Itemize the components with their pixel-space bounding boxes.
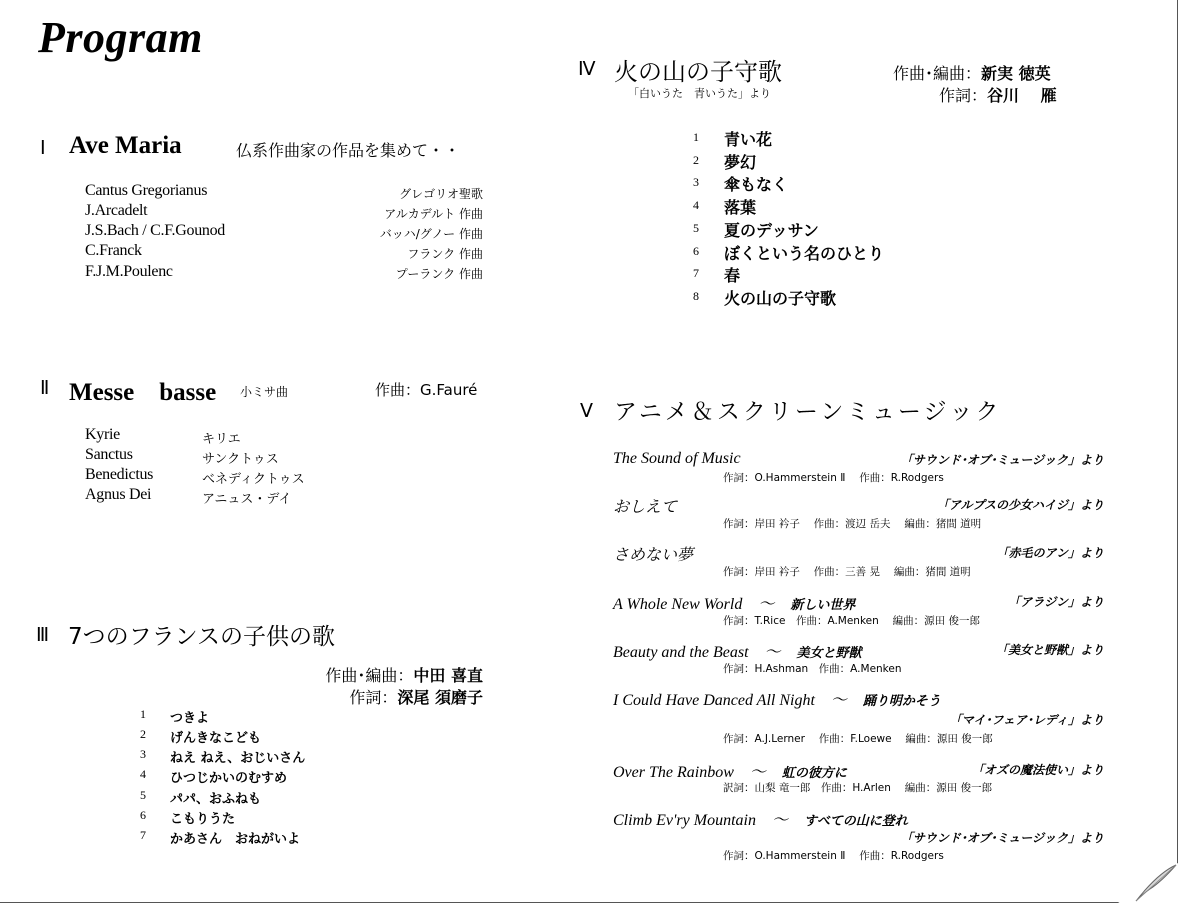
section5-song-title: The Sound of Music [613, 450, 741, 467]
section5-song-source: 「サウンド･オブ･ミュージック」より [900, 831, 1104, 845]
section3-credit-composer [325, 663, 483, 686]
section1-subtitle: 仏系作曲家の作品を集めて・・ [236, 141, 461, 160]
song-title-jp: すべての山に登れ [803, 814, 908, 829]
section2-item: Benedictus [85, 466, 154, 483]
section3-song: パパ、おふねも [170, 792, 262, 807]
section5-song-title: A Whole New World ～ 新しい世界 [613, 596, 856, 613]
section4-num: 2 [693, 153, 699, 167]
section1-composer: アルカデルト 作曲 [384, 207, 483, 221]
section4-number: Ⅳ [578, 59, 596, 80]
page-curl-icon [1118, 863, 1178, 903]
section5-song-credits: 作詞：O.Hammerstein Ⅱ 作曲：R.Rodgers [723, 472, 944, 484]
section3-number: Ⅲ [36, 625, 50, 646]
section5-song-source: 「アラジン」より [1008, 595, 1104, 609]
section3-num: 6 [140, 808, 146, 822]
section4-credit-composer [893, 61, 1051, 84]
section3-song: つきよ [170, 711, 210, 726]
section4-subtitle: 「白いうた 青いうた」より [628, 87, 771, 100]
section1-item: Cantus Gregorianus [85, 182, 208, 199]
section5-song-title: Climb Ev'ry Mountain ～ すべての山に登れ [613, 812, 908, 829]
section2-item: Agnus Dei [85, 486, 152, 503]
section1-composer: バッハ/グノー 作曲 [379, 227, 483, 241]
section5-song-source: 「アルプスの少女ハイジ」より [936, 498, 1104, 512]
section2-item-jp: アニュス・デイ [202, 492, 292, 507]
section1-item: F.J.M.Poulenc [85, 263, 173, 280]
section3-num: 1 [140, 707, 146, 721]
credit-name: 新実 徳英 [981, 64, 1051, 83]
section1-item: J.Arcadelt [85, 202, 148, 219]
section4-song: ぼくという名のひとり [724, 244, 885, 263]
section5-song-credits: 作詞：T.Rice 作曲：A.Menken 編曲：源田 俊一郎 [723, 615, 980, 627]
credit-label: 作曲･編曲： [325, 666, 414, 685]
section2-item-jp: キリエ [202, 432, 241, 447]
section5-song-title: おしえて [613, 499, 678, 516]
section5-song-source: 「サウンド･オブ･ミュージック」より [900, 453, 1104, 467]
section1-item: C.Franck [85, 242, 142, 259]
credit-label: 作詞： [939, 86, 988, 105]
credit-name: 谷川 雁 [987, 86, 1057, 105]
song-title-jp: 新しい世界 [790, 598, 856, 613]
song-title-en: A Whole New World [613, 596, 743, 613]
section5-song-credits: 作詞：O.Hammerstein Ⅱ 作曲：R.Rodgers [723, 850, 944, 862]
section1-composer: フランク 作曲 [407, 247, 483, 261]
section3-num: 5 [140, 788, 146, 802]
song-title-jp: 美女と野獣 [796, 646, 862, 661]
section2-subtitle: 小ミサ曲 [240, 385, 289, 399]
section2-item: Kyrie [85, 426, 120, 443]
section5-song-title: I Could Have Danced All Night ～ 踊り明かそう [613, 692, 941, 709]
section4-num: 3 [693, 175, 699, 189]
section4-song: 青い花 [724, 130, 773, 149]
section1-item: J.S.Bach / C.F.Gounod [85, 222, 225, 239]
section4-song: 春 [724, 266, 741, 285]
section5-song-source: 「赤毛のアン」より [996, 546, 1104, 560]
section3-num: 4 [140, 767, 146, 781]
credit-name: 中田 喜直 [413, 666, 483, 685]
section2-item: Sanctus [85, 446, 133, 463]
section1-composer: グレゴリオ聖歌 [399, 187, 483, 201]
credit-label: 作曲･編曲： [893, 64, 982, 83]
section5-heading: アニメ＆スクリーンミュージック [614, 399, 1002, 425]
section4-credit-lyricist [939, 83, 1057, 106]
credit-label: 作詞： [349, 688, 398, 707]
section5-number: Ⅴ [580, 401, 593, 422]
section4-song: 落葉 [724, 198, 757, 217]
section5-song-credits: 作詞：岸田 衿子 作曲：三善 晃 編曲：猪間 道明 [723, 566, 971, 578]
section5-song-credits: 訳詞：山梨 竜一郎 作曲：H.Arlen 編曲：源田 俊一郎 [723, 782, 993, 794]
section2-heading: Messe basse [69, 379, 217, 406]
section5-song-credits: 作詞：岸田 衿子 作曲：渡辺 岳夫 編曲：猪間 道明 [723, 518, 982, 530]
section3-credit-lyricist [349, 685, 483, 708]
section4-num: 7 [693, 266, 699, 280]
section4-song: 夏のデッサン [724, 221, 819, 240]
song-title-jp: 踊り明かそう [862, 694, 941, 709]
song-title-en: I Could Have Danced All Night [613, 692, 815, 709]
section4-num: 6 [693, 244, 699, 258]
section1-number: Ⅰ [40, 138, 46, 159]
song-title-en: Climb Ev'ry Mountain [613, 812, 756, 829]
section4-num: 5 [693, 221, 699, 235]
section4-song: 火の山の子守歌 [724, 289, 837, 308]
section4-num: 4 [693, 198, 699, 212]
section2-item-jp: サンクトゥス [202, 452, 279, 467]
section5-song-credits: 作詞：H.Ashman 作曲：A.Menken [723, 663, 902, 675]
section4-heading: 火の山の子守歌 [614, 58, 782, 86]
section3-song: ひつじかいのむすめ [170, 771, 288, 786]
section5-song-credits: 作詞：A.J.Lerner 作曲：F.Loewe 編曲：源田 俊一郎 [723, 733, 993, 745]
section4-num: 1 [693, 130, 699, 144]
section3-song: かあさん おねがいよ [170, 832, 301, 847]
section5-song-source: 「オズの魔法使い」より [972, 763, 1104, 777]
section2-item-jp: ベネディクトゥス [202, 472, 305, 487]
section5-song-title: さめない夢 [613, 547, 694, 564]
section3-num: 3 [140, 747, 146, 761]
section5-song-title: Beauty and the Beast ～ 美女と野獣 [613, 644, 862, 661]
section5-song-title: Over The Rainbow ～ 虹の彼方に [613, 764, 847, 781]
song-title-jp: 虹の彼方に [781, 766, 847, 781]
section3-num: 2 [140, 727, 146, 741]
section4-song: 傘もなく [724, 175, 789, 194]
credit-name: 深尾 須磨子 [397, 688, 483, 707]
section1-composer: プーランク 作曲 [395, 267, 483, 281]
section1-heading: Ave Maria [69, 132, 182, 159]
page-title: Program [38, 13, 203, 62]
section3-heading: 7つのフランスの子供の歌 [68, 624, 335, 650]
section4-num: 8 [693, 289, 699, 303]
song-title-en: Beauty and the Beast [613, 644, 749, 661]
song-title-en: Over The Rainbow [613, 764, 734, 781]
section5-song-source: 「マイ･フェア･レディ」より [949, 713, 1104, 727]
section5-song-source: 「美女と野獣」より [995, 643, 1104, 657]
section3-song: げんきなこども [170, 731, 262, 746]
section3-song: こもりうた [170, 812, 236, 827]
section2-number: Ⅱ [40, 378, 50, 399]
section2-credit: 作曲：G.Fauré [375, 381, 478, 399]
section4-song: 夢幻 [724, 153, 757, 172]
section3-num: 7 [140, 828, 146, 842]
section3-song: ねえ ねえ、おじいさん [170, 751, 306, 766]
